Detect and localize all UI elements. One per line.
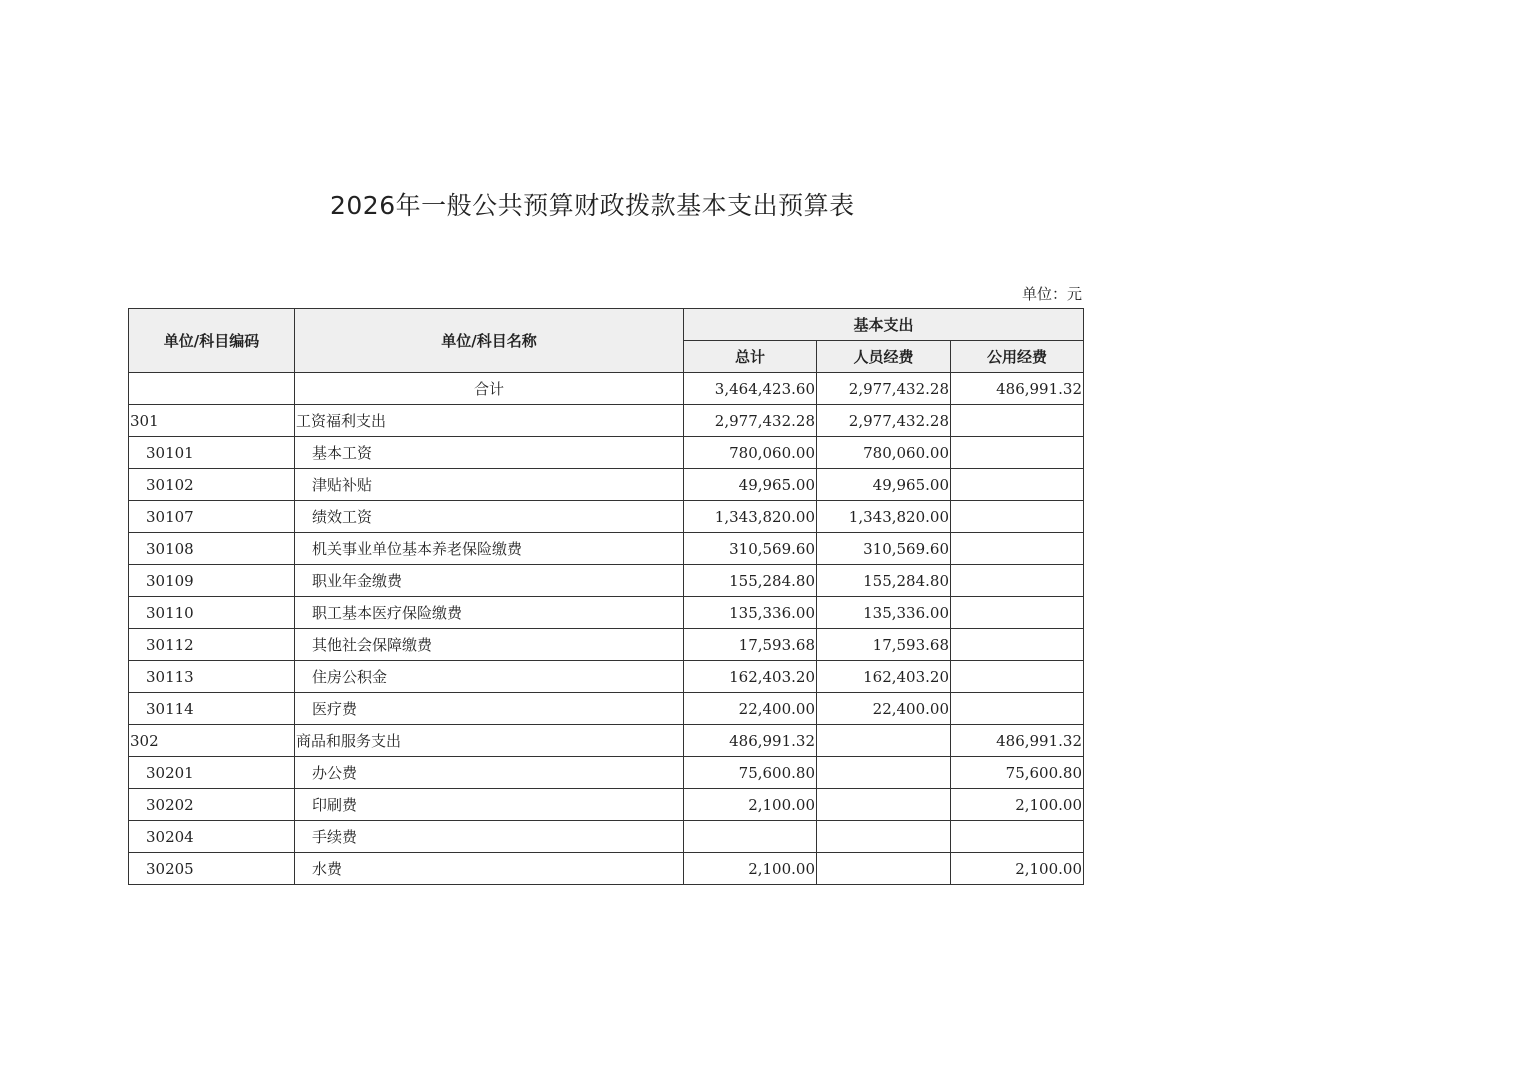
cell-code: 30113 — [129, 661, 295, 693]
cell-total: 780,060.00 — [684, 437, 817, 469]
table-row — [129, 565, 1084, 597]
cell-name: 津贴补贴 — [295, 469, 684, 501]
table-row — [129, 725, 1084, 757]
cell-personnel — [817, 725, 951, 757]
cell-personnel: 49,965.00 — [817, 469, 951, 501]
cell-code: 301 — [129, 405, 295, 437]
cell-total — [684, 821, 817, 853]
cell-public — [951, 661, 1084, 693]
cell-personnel: 17,593.68 — [817, 629, 951, 661]
cell-personnel: 1,343,820.00 — [817, 501, 951, 533]
cell-name: 办公费 — [295, 757, 684, 789]
header-code: 单位/科目编码 — [129, 309, 295, 373]
cell-public — [951, 629, 1084, 661]
table-body — [129, 373, 1084, 885]
cell-public — [951, 821, 1084, 853]
cell-personnel: 2,977,432.28 — [817, 405, 951, 437]
cell-public: 2,100.00 — [951, 853, 1084, 885]
cell-name: 医疗费 — [295, 693, 684, 725]
cell-public — [951, 437, 1084, 469]
cell-code: 30102 — [129, 469, 295, 501]
cell-personnel: 135,336.00 — [817, 597, 951, 629]
cell-code: 30107 — [129, 501, 295, 533]
header-basic-expenditure: 基本支出 — [684, 309, 1084, 341]
table-row — [129, 597, 1084, 629]
cell-personnel: 162,403.20 — [817, 661, 951, 693]
cell-total: 162,403.20 — [684, 661, 817, 693]
cell-code: 30110 — [129, 597, 295, 629]
cell-code: 30114 — [129, 693, 295, 725]
cell-public — [951, 501, 1084, 533]
unit-note: 单位：元 — [1021, 285, 1082, 303]
cell-name: 工资福利支出 — [295, 405, 684, 437]
table-row — [129, 821, 1084, 853]
cell-code: 30205 — [129, 853, 295, 885]
cell-code: 30202 — [129, 789, 295, 821]
table-header — [129, 309, 1084, 373]
cell-total: 2,977,432.28 — [684, 405, 817, 437]
cell-total: 1,343,820.00 — [684, 501, 817, 533]
table-row — [129, 437, 1084, 469]
table-row — [129, 629, 1084, 661]
cell-name: 合计 — [295, 373, 684, 405]
header-name: 单位/科目名称 — [295, 309, 684, 373]
budget-table — [128, 308, 1084, 885]
cell-personnel: 2,977,432.28 — [817, 373, 951, 405]
cell-total: 135,336.00 — [684, 597, 817, 629]
cell-public — [951, 693, 1084, 725]
cell-name: 印刷费 — [295, 789, 684, 821]
table-row — [129, 853, 1084, 885]
table-row — [129, 405, 1084, 437]
cell-name: 其他社会保障缴费 — [295, 629, 684, 661]
cell-personnel — [817, 757, 951, 789]
cell-name: 手续费 — [295, 821, 684, 853]
table-row — [129, 789, 1084, 821]
cell-personnel — [817, 789, 951, 821]
page-title: 2026年一般公共预算财政拨款基本支出预算表 — [330, 191, 855, 220]
cell-name: 商品和服务支出 — [295, 725, 684, 757]
cell-personnel — [817, 853, 951, 885]
cell-name: 基本工资 — [295, 437, 684, 469]
cell-personnel: 780,060.00 — [817, 437, 951, 469]
cell-code: 30109 — [129, 565, 295, 597]
cell-code: 30112 — [129, 629, 295, 661]
cell-name: 住房公积金 — [295, 661, 684, 693]
cell-total: 17,593.68 — [684, 629, 817, 661]
header-public: 公用经费 — [951, 341, 1084, 373]
cell-public — [951, 533, 1084, 565]
cell-total: 22,400.00 — [684, 693, 817, 725]
cell-personnel: 155,284.80 — [817, 565, 951, 597]
cell-total: 3,464,423.60 — [684, 373, 817, 405]
cell-name: 水费 — [295, 853, 684, 885]
cell-total: 310,569.60 — [684, 533, 817, 565]
cell-personnel: 310,569.60 — [817, 533, 951, 565]
cell-public: 486,991.32 — [951, 373, 1084, 405]
table-row — [129, 757, 1084, 789]
cell-personnel: 22,400.00 — [817, 693, 951, 725]
cell-public: 486,991.32 — [951, 725, 1084, 757]
cell-name: 机关事业单位基本养老保险缴费 — [295, 533, 684, 565]
header-personnel: 人员经费 — [817, 341, 951, 373]
cell-public — [951, 469, 1084, 501]
cell-name: 职工基本医疗保险缴费 — [295, 597, 684, 629]
cell-code: 302 — [129, 725, 295, 757]
table-row — [129, 373, 1084, 405]
cell-total: 486,991.32 — [684, 725, 817, 757]
cell-code: 30204 — [129, 821, 295, 853]
table-row — [129, 693, 1084, 725]
cell-name: 职业年金缴费 — [295, 565, 684, 597]
cell-public — [951, 405, 1084, 437]
table-row — [129, 501, 1084, 533]
cell-total: 2,100.00 — [684, 789, 817, 821]
cell-code — [129, 373, 295, 405]
cell-public — [951, 565, 1084, 597]
cell-total: 2,100.00 — [684, 853, 817, 885]
cell-public: 2,100.00 — [951, 789, 1084, 821]
table-row — [129, 469, 1084, 501]
table-row — [129, 533, 1084, 565]
cell-personnel — [817, 821, 951, 853]
cell-public — [951, 597, 1084, 629]
cell-code: 30201 — [129, 757, 295, 789]
cell-total: 75,600.80 — [684, 757, 817, 789]
cell-name: 绩效工资 — [295, 501, 684, 533]
cell-code: 30101 — [129, 437, 295, 469]
cell-code: 30108 — [129, 533, 295, 565]
table-row — [129, 661, 1084, 693]
cell-total: 49,965.00 — [684, 469, 817, 501]
header-total: 总计 — [684, 341, 817, 373]
cell-public: 75,600.80 — [951, 757, 1084, 789]
cell-total: 155,284.80 — [684, 565, 817, 597]
